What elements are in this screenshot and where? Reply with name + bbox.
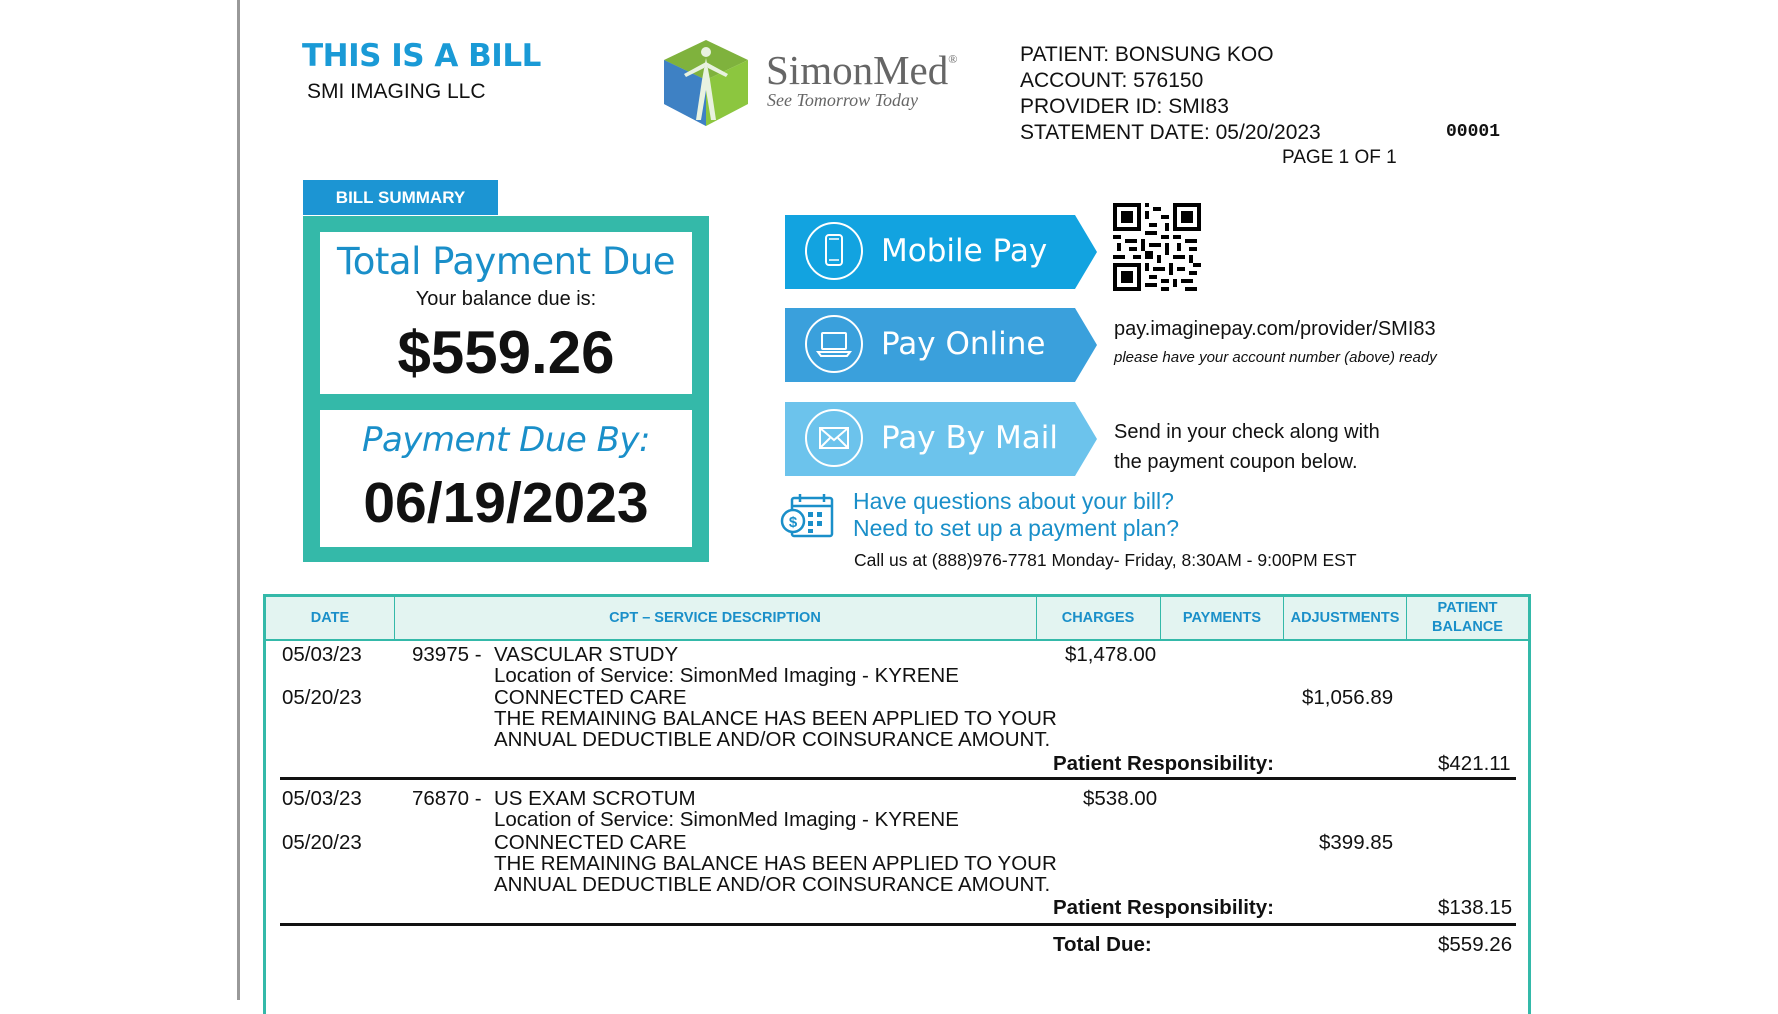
service-date: 05/03/23 xyxy=(282,643,362,666)
col-header-adjustments: ADJUSTMENTS xyxy=(1290,609,1400,626)
statement-date: STATEMENT DATE: 05/20/2023 xyxy=(1020,121,1321,144)
svg-text:$: $ xyxy=(788,514,798,531)
contact-phone-hours: Call us at (888)976-7781 Monday- Friday, 8:30AM - 9:00PM EST xyxy=(854,550,1357,570)
adjustment-date: 05/20/23 xyxy=(282,686,362,709)
questions-line2: Need to set up a payment plan? xyxy=(853,515,1180,541)
patient-name: PATIENT: BONSUNG KOO xyxy=(1020,43,1274,66)
row-separator xyxy=(280,777,1516,780)
mail-instructions-line1: Send in your check along with xyxy=(1114,421,1380,443)
patient-responsibility-label: Patient Responsibility: xyxy=(1053,752,1274,775)
logo-tagline: See Tomorrow Today xyxy=(767,90,919,110)
patient-responsibility-amount: $138.15 xyxy=(1438,896,1513,919)
page-edge-rule xyxy=(237,0,240,1000)
col-header-balance-line1: PATIENT xyxy=(1437,600,1498,616)
payment-url-link[interactable]: pay.imaginepay.com/provider/SMI83 xyxy=(1114,318,1436,340)
account-info xyxy=(1020,42,1321,146)
adjustment-description: CONNECTED CARE xyxy=(494,686,687,709)
balance-note-line2: ANNUAL DEDUCTIBLE AND/OR COINSURANCE AMOUNT. xyxy=(494,873,1051,896)
col-header-patient-balance xyxy=(1407,597,1528,639)
qr-code-icon[interactable] xyxy=(1113,203,1201,291)
bill-summary-tab: BILL SUMMARY xyxy=(303,180,498,215)
adjustment-amount: $1,056.89 xyxy=(1302,686,1394,709)
total-payment-label: Total Payment Due xyxy=(336,240,676,283)
mobile-pay-label: Mobile Pay xyxy=(881,233,1048,269)
questions-line1: Have questions about your bill? xyxy=(853,488,1174,514)
row-separator xyxy=(280,923,1516,926)
pay-by-mail-label: Pay By Mail xyxy=(881,420,1058,456)
adjustment-amount: $399.85 xyxy=(1319,831,1394,854)
mail-instructions xyxy=(1114,417,1380,477)
payment-due-date: 06/19/2023 xyxy=(363,471,649,535)
calendar-dollar-icon xyxy=(780,492,836,540)
service-description: US EXAM SCROTUM xyxy=(494,787,696,810)
col-header-charges: CHARGES xyxy=(1061,609,1135,626)
logo-wordmark: SimonMed® xyxy=(766,47,958,93)
patient-responsibility-label: Patient Responsibility: xyxy=(1053,896,1274,919)
phone-icon xyxy=(805,222,863,280)
service-location: Location of Service: SimonMed Imaging - KYRENE xyxy=(494,664,959,687)
account-number: ACCOUNT: 576150 xyxy=(1020,69,1204,92)
provider-id: PROVIDER ID: SMI83 xyxy=(1020,95,1229,118)
charge-amount: $538.00 xyxy=(1083,787,1158,810)
total-payment-panel xyxy=(320,232,692,394)
patient-responsibility-amount: $421.11 xyxy=(1438,752,1511,775)
service-location: Location of Service: SimonMed Imaging - KYRENE xyxy=(494,808,959,831)
questions-prompt xyxy=(853,488,1179,542)
payment-url-note: please have your account number (above) ready xyxy=(1114,349,1437,366)
bill-title: THIS IS A BILL xyxy=(302,38,541,74)
service-description: VASCULAR STUDY xyxy=(494,643,679,666)
total-due-amount: $559.26 xyxy=(1438,933,1513,956)
balance-note-line1: THE REMAINING BALANCE HAS BEEN APPLIED TO YOUR xyxy=(494,707,1057,730)
total-due-label: Total Due: xyxy=(1053,933,1152,956)
laptop-icon xyxy=(805,315,863,373)
pay-online-button[interactable] xyxy=(785,308,1097,382)
col-header-payments: PAYMENTS xyxy=(1182,609,1262,626)
balance-due-amount: $559.26 xyxy=(397,319,615,386)
pay-by-mail-button[interactable] xyxy=(785,402,1097,476)
col-header-balance-line2: BALANCE xyxy=(1432,619,1503,635)
adjustment-description: CONNECTED CARE xyxy=(494,831,687,854)
sequence-number: 00001 xyxy=(1446,122,1501,142)
service-date: 05/03/23 xyxy=(282,787,362,810)
cpt-code: 76870 - xyxy=(412,787,482,810)
charges-table-header xyxy=(266,597,1528,641)
balance-note-line2: ANNUAL DEDUCTIBLE AND/OR COINSURANCE AMOUNT. xyxy=(494,728,1051,751)
col-header-description: CPT – SERVICE DESCRIPTION xyxy=(609,609,821,626)
cpt-code: 93975 - xyxy=(412,643,482,666)
payment-due-label: Payment Due By: xyxy=(361,420,651,460)
mobile-pay-button[interactable] xyxy=(785,215,1097,289)
envelope-icon xyxy=(805,409,863,467)
col-header-date: DATE xyxy=(310,609,350,626)
page-indicator: PAGE 1 OF 1 xyxy=(1282,147,1397,168)
balance-due-label: Your balance due is: xyxy=(415,288,597,310)
balance-note-line1: THE REMAINING BALANCE HAS BEEN APPLIED TO YOUR xyxy=(494,852,1057,875)
adjustment-date: 05/20/23 xyxy=(282,831,362,854)
mail-instructions-line2: the payment coupon below. xyxy=(1114,451,1358,473)
charge-amount: $1,478.00 xyxy=(1065,643,1157,666)
pay-online-label: Pay Online xyxy=(881,326,1046,362)
payment-due-panel xyxy=(320,410,692,547)
company-name: SMI IMAGING LLC xyxy=(307,80,486,103)
simonmed-logo-icon xyxy=(662,40,750,126)
